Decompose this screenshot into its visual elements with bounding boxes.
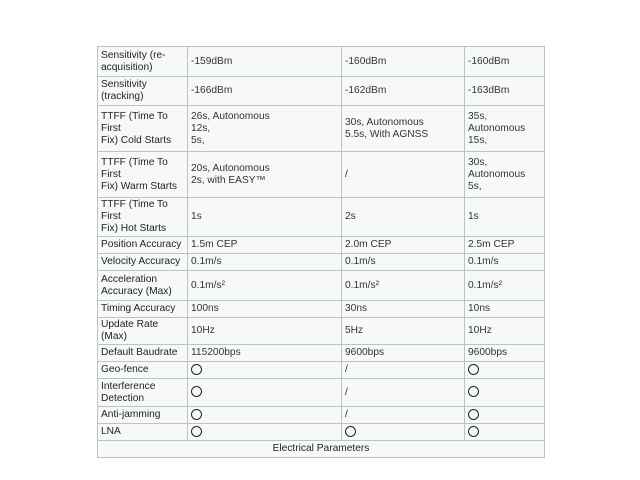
value-text: 0.1m/s²: [191, 279, 225, 291]
row-label: [98, 198, 188, 237]
value-text: 9600bps: [468, 347, 508, 358]
value-cell: [342, 362, 465, 379]
circle-icon: [468, 409, 479, 420]
value-text: 2.0m CEP: [345, 239, 392, 250]
row-label-text: Geo-fence: [101, 364, 149, 375]
value-cell: [188, 237, 342, 254]
value-cell: [342, 152, 465, 198]
table-row: [98, 47, 545, 77]
table-row: [98, 345, 545, 362]
spec-table-container: [97, 46, 544, 458]
value-text: 10Hz: [468, 325, 492, 336]
value-cell: [465, 106, 545, 152]
table-row: [98, 198, 545, 237]
row-label: [98, 424, 188, 441]
value-cell: [465, 254, 545, 271]
value-cell: [465, 152, 545, 198]
row-label-text: Anti-jamming: [101, 409, 161, 420]
value-cell: [342, 379, 465, 407]
value-text: 35s, Autonomous 15s,: [468, 110, 526, 146]
value-cell: [188, 407, 342, 424]
row-label: [98, 106, 188, 152]
value-text: 9600bps: [345, 347, 385, 358]
row-label-text: Velocity Accuracy: [101, 256, 181, 267]
value-cell: [465, 345, 545, 362]
value-cell: [465, 318, 545, 345]
value-text: 1.5m CEP: [191, 239, 238, 250]
circle-icon: [468, 386, 479, 397]
circle-icon: [345, 426, 356, 437]
value-cell: [188, 106, 342, 152]
value-cell: [188, 379, 342, 407]
value-text: 100ns: [191, 303, 219, 314]
row-label: [98, 379, 188, 407]
value-cell: [342, 318, 465, 345]
value-text: 30s, Autonomous 5s,: [468, 156, 526, 192]
value-text: -160dBm: [345, 55, 387, 67]
row-label-text: Position Accuracy: [101, 239, 182, 250]
table-row: [98, 362, 545, 379]
circle-icon: [468, 426, 479, 437]
value-text: 10Hz: [191, 325, 215, 336]
value-text: /: [345, 364, 348, 375]
row-label-text: Acceleration Accuracy (Max): [101, 273, 172, 297]
value-cell: [188, 424, 342, 441]
row-label-text: LNA: [101, 426, 121, 437]
value-cell: [342, 301, 465, 318]
value-text: /: [345, 386, 348, 398]
value-cell: [188, 254, 342, 271]
footer-row: [98, 441, 545, 458]
value-cell: [188, 47, 342, 77]
value-text: 30ns: [345, 303, 368, 314]
value-text: 0.1m/s²: [468, 279, 502, 291]
value-text: /: [345, 168, 348, 180]
table-caption: Electrical Parameters: [98, 441, 545, 458]
value-text: 115200bps: [191, 347, 241, 358]
value-text: 1s: [191, 211, 202, 222]
row-label: [98, 271, 188, 301]
value-text: 20s, Autonomous 2s, with EASY™: [191, 162, 270, 186]
table-row: [98, 106, 545, 152]
value-cell: [188, 198, 342, 237]
value-text: 26s, Autonomous 12s, 5s,: [191, 110, 270, 146]
value-text: 2.5m CEP: [468, 239, 515, 250]
value-cell: [188, 318, 342, 345]
table-row: [98, 237, 545, 254]
row-label-text: TTFF (Time To First Fix) Warm Starts: [101, 156, 178, 192]
value-cell: [342, 345, 465, 362]
value-cell: [188, 301, 342, 318]
row-label-text: TTFF (Time To First Fix) Hot Starts: [101, 199, 168, 234]
value-text: 1s: [468, 211, 479, 222]
row-label: [98, 345, 188, 362]
row-label: [98, 407, 188, 424]
value-cell: [465, 301, 545, 318]
row-label-text: Timing Accuracy: [101, 303, 176, 314]
value-cell: [188, 271, 342, 301]
value-cell: [465, 198, 545, 237]
value-cell: [188, 77, 342, 106]
row-label: [98, 77, 188, 106]
value-cell: [465, 362, 545, 379]
gnss-spec-table: [97, 46, 545, 458]
circle-icon: [191, 386, 202, 397]
value-cell: [342, 407, 465, 424]
value-cell: [342, 47, 465, 77]
value-cell: [342, 424, 465, 441]
row-label: [98, 152, 188, 198]
table-row: [98, 77, 545, 106]
value-cell: [465, 424, 545, 441]
row-label: [98, 362, 188, 379]
value-text: 0.1m/s²: [345, 279, 379, 291]
value-cell: [342, 271, 465, 301]
table-row: [98, 318, 545, 345]
value-cell: [342, 77, 465, 106]
value-cell: [342, 106, 465, 152]
circle-icon: [191, 364, 202, 375]
value-cell: [465, 77, 545, 106]
table-row: [98, 379, 545, 407]
value-cell: [465, 47, 545, 77]
value-text: 2s: [345, 211, 356, 222]
table-row: [98, 301, 545, 318]
value-text: 0.1m/s: [468, 256, 499, 267]
value-cell: [342, 254, 465, 271]
table-row: [98, 254, 545, 271]
value-text: -163dBm: [468, 85, 510, 96]
value-text: -159dBm: [191, 55, 233, 67]
value-text: -160dBm: [468, 55, 510, 67]
value-text: 30s, Autonomous 5.5s, With AGNSS: [345, 116, 429, 140]
value-text: 0.1m/s: [191, 256, 222, 267]
value-cell: [465, 379, 545, 407]
value-text: /: [345, 409, 348, 420]
row-label: [98, 254, 188, 271]
row-label: [98, 47, 188, 77]
row-label: [98, 318, 188, 345]
value-cell: [342, 198, 465, 237]
row-label-text: Update Rate (Max): [101, 319, 159, 342]
value-cell: [465, 237, 545, 254]
value-text: 0.1m/s: [345, 256, 376, 267]
value-cell: [465, 271, 545, 301]
value-cell: [188, 345, 342, 362]
row-label-text: Sensitivity (tracking): [101, 79, 147, 102]
value-text: -166dBm: [191, 85, 233, 96]
circle-icon: [191, 409, 202, 420]
value-cell: [342, 237, 465, 254]
table-row: [98, 152, 545, 198]
table-row: [98, 407, 545, 424]
value-cell: [188, 152, 342, 198]
circle-icon: [468, 364, 479, 375]
row-label-text: Sensitivity (re- acquisition): [101, 49, 166, 73]
table-row: [98, 424, 545, 441]
value-text: 5Hz: [345, 325, 364, 336]
row-label-text: Default Baudrate: [101, 347, 178, 358]
value-text: -162dBm: [345, 85, 387, 96]
value-cell: [465, 407, 545, 424]
row-label: [98, 237, 188, 254]
value-text: 10ns: [468, 303, 491, 314]
row-label-text: Interference Detection: [101, 380, 156, 404]
circle-icon: [191, 426, 202, 437]
value-cell: [188, 362, 342, 379]
row-label: [98, 301, 188, 318]
row-label-text: TTFF (Time To First Fix) Cold Starts: [101, 110, 172, 146]
table-row: [98, 271, 545, 301]
